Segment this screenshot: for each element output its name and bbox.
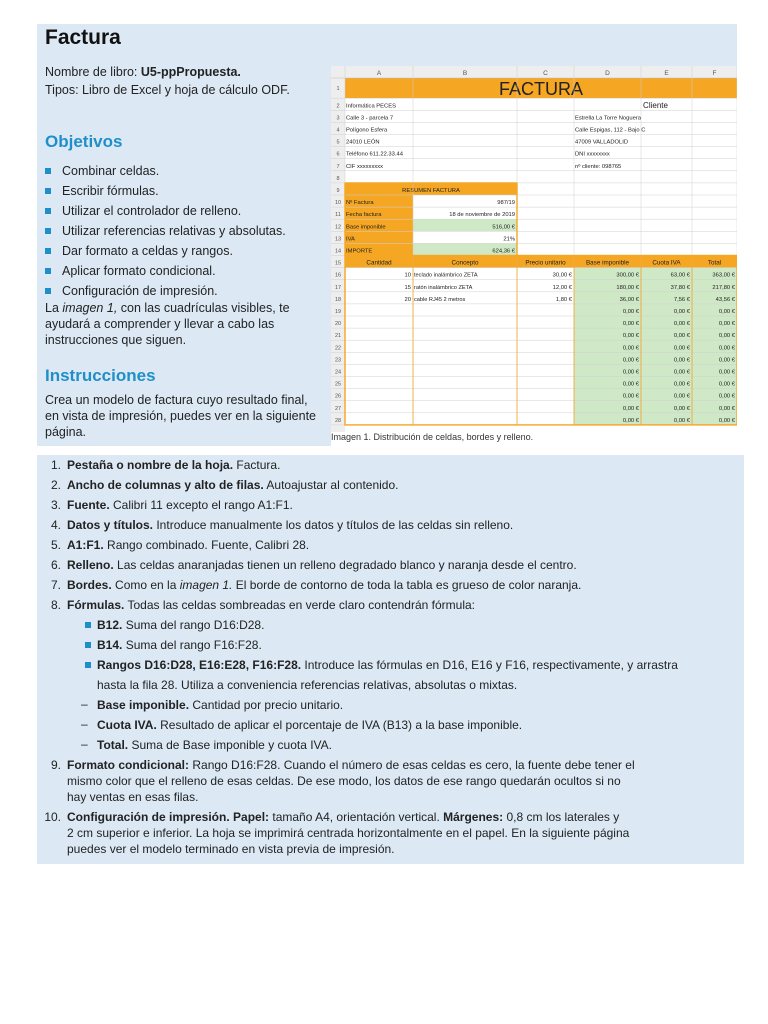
table-header: Total [707, 259, 722, 267]
formula-detail: hasta la fila 28. Utiliza a conveniencia referencias relativas, absolutas o mixtas. [97, 678, 518, 692]
column-header: F [712, 70, 717, 77]
zero-iva: 0,00 € [673, 405, 690, 412]
row-header: 18 [334, 296, 342, 303]
summary-value: 987/19 [497, 200, 515, 207]
subformula-term: Cuota IVA. [97, 718, 157, 732]
formula-item [97, 637, 737, 653]
instruction-term: Fuente. [67, 498, 110, 512]
instruction-detail: El borde de contorno de toda la tabla es grueso de color naranja. [232, 578, 582, 592]
formula-term: B12. [97, 618, 123, 632]
instruction-text [67, 557, 737, 573]
row-header: 12 [334, 224, 342, 231]
column-header: B [462, 70, 468, 77]
row-header: 10 [334, 200, 342, 207]
item-price: 30,00 € [552, 272, 572, 279]
company-info: Polígono Esfera [346, 127, 388, 134]
zero-base: 0,00 € [622, 345, 639, 352]
subformula-item [97, 737, 737, 753]
row-header: 5 [336, 139, 340, 146]
instruction-number: 3. [50, 498, 61, 512]
instruction-continuation [67, 825, 737, 841]
row-header: 21 [334, 333, 342, 340]
instruction-term: Fórmulas. [67, 598, 125, 612]
summary-value-cell [413, 231, 517, 243]
subformula-term: Total. [97, 738, 129, 752]
instruction-text [67, 457, 737, 473]
formula-term: Rangos D16:D28, E16:E28, F16:F28. [97, 658, 302, 672]
summary-value: 624,36 € [492, 248, 515, 255]
zero-total: 0,00 € [718, 369, 735, 376]
zero-base: 0,00 € [622, 369, 639, 376]
zero-total: 0,00 € [718, 357, 735, 364]
objectives-note: La imagen 1, con las cuadrículas visibles, te ayudará a comprender y llevar a cabo las instrucciones que siguen. [45, 301, 290, 347]
instruction-number: 6. [50, 558, 61, 572]
subformula-item [97, 717, 737, 733]
column-header: D [605, 70, 610, 77]
column-header: E [664, 70, 669, 77]
company-info: Calle 3 - parcela 7 [346, 115, 394, 122]
instruction-term: Configuración de impresión. Papel: [67, 810, 270, 824]
table-header: Concepto [451, 259, 479, 267]
row-header: 25 [334, 381, 342, 388]
list-item: Combinar celdas. [45, 161, 286, 181]
instruction-text [67, 809, 737, 825]
list-item: Utilizar referencias relativas y absolutas. [45, 221, 286, 241]
subformula-detail: Resultado de aplicar el porcentaje de IVA (B13) a la base imponible. [156, 718, 523, 732]
instruction-detail: Rango D16:F28. Cuando el número de esas celdas es cero, la fuente debe tener el [189, 758, 635, 772]
zero-base: 0,00 € [622, 321, 639, 328]
company-info: Teléfono 611.22.33.44 [346, 151, 403, 158]
formula-detail: Suma del rango F16:F28. [122, 638, 262, 652]
zero-total: 0,00 € [718, 345, 735, 352]
summary-value: 516,00 € [492, 224, 515, 231]
instruction-text [67, 757, 737, 773]
column-header: C [543, 70, 548, 77]
row-header: 23 [334, 357, 342, 364]
instruction-number: 7. [50, 578, 61, 592]
instruction-term: A1:F1. [67, 538, 104, 552]
subformula-item [97, 697, 737, 713]
row-header: 15 [334, 260, 342, 267]
row-header: 22 [334, 345, 342, 352]
image-caption: Imagen 1. Distribución de celdas, bordes y relleno. [331, 432, 534, 442]
item-total: 217,80 € [712, 284, 735, 291]
summary-label: Fecha factura [346, 212, 382, 219]
summary-label: IMPORTE [346, 248, 373, 255]
file-types: Tipos: Libro de Excel y hoja de cálculo ODF. [45, 83, 290, 97]
zero-total: 0,00 € [718, 333, 735, 340]
instruction-detail: Como en la [111, 578, 180, 592]
formula-detail: Suma del rango D16:D28. [122, 618, 265, 632]
zero-base: 0,00 € [622, 417, 639, 424]
row-header: 2 [336, 103, 340, 110]
spreadsheet-image [331, 66, 737, 446]
instruction-continuation [67, 841, 737, 857]
instruction-term: Bordes. [67, 578, 112, 592]
dash-bullet: – [81, 737, 88, 751]
objectives-heading: Objetivos [45, 132, 123, 151]
table-header: Precio unitario [525, 259, 566, 267]
formula-detail: Introduce las fórmulas en D16, E16 y F16, respectivamente, y arrastra [301, 658, 678, 672]
client-title: Cliente [643, 100, 668, 110]
instruction-term: Márgenes: [443, 810, 504, 824]
instruction-number: 5. [50, 538, 61, 552]
row-header: 27 [334, 405, 342, 412]
instruction-detail: Introduce manualmente los datos y títulos de las celdas sin relleno. [153, 518, 514, 532]
formula-term: B14. [97, 638, 123, 652]
instruction-number: 8. [50, 598, 61, 612]
list-item: Configuración de impresión. [45, 281, 286, 301]
bullet-square [85, 662, 91, 668]
row-header: 20 [334, 321, 342, 328]
instruction-detail: mismo color que el relleno de esas celdas. De ese modo, los datos de ese rango quedarán ocultos si no [67, 774, 621, 788]
item-qty: 10 [404, 272, 411, 279]
formula-item [97, 657, 737, 673]
instruction-term: Datos y títulos. [67, 518, 154, 532]
instruction-continuation [67, 773, 737, 789]
row-header: 16 [334, 272, 342, 279]
instruction-number: 1. [50, 458, 61, 472]
client-info: Estrella La Torre Noguera [575, 115, 641, 122]
row-header: 13 [334, 236, 342, 243]
instruction-continuation [67, 789, 737, 805]
zero-total: 0,00 € [718, 417, 735, 424]
dash-bullet: – [81, 717, 88, 731]
list-item: Aplicar formato condicional. [45, 261, 286, 281]
row-header: 19 [334, 309, 342, 315]
objectives-list [45, 161, 286, 301]
zero-base: 0,00 € [622, 393, 639, 400]
list-item: Escribir fórmulas. [45, 181, 286, 201]
client-info: Calle Espigas, 112 - Bajo C [575, 127, 646, 134]
formula-continuation [97, 677, 737, 693]
instruction-detail: Rango combinado. Fuente, Calibri 28. [103, 538, 310, 552]
book-label: Nombre de libro: [45, 65, 138, 79]
zero-total: 0,00 € [718, 405, 735, 412]
summary-label-cell [345, 231, 413, 243]
instruction-number: 2. [50, 478, 61, 492]
row-header: 7 [336, 163, 340, 170]
instruction-text [67, 537, 737, 553]
book-name: U5-ppPropuesta. [140, 65, 241, 79]
client-info: DNI xxxxxxxx [575, 151, 610, 158]
company-info: 24010 LEÓN [346, 139, 380, 146]
table-header: Cuota IVA [652, 259, 681, 267]
instruction-text [67, 597, 737, 613]
instructions-heading: Instrucciones [45, 366, 156, 385]
row-header: 14 [334, 248, 342, 255]
zero-total: 0,00 € [718, 321, 735, 328]
instruction-number: 10. [44, 810, 61, 824]
zero-base: 0,00 € [622, 333, 639, 340]
row-header: 6 [336, 151, 340, 158]
subformula-term: Base imponible. [97, 698, 190, 712]
formula-item [97, 617, 737, 633]
column-header-band [331, 66, 737, 78]
instruction-text [67, 497, 737, 513]
zero-iva: 0,00 € [673, 345, 690, 352]
instruction-emphasis: imagen 1. [179, 578, 233, 592]
dash-bullet: – [81, 697, 88, 711]
row-header: 11 [335, 212, 341, 219]
item-iva: 7,56 € [673, 296, 690, 303]
item-concept: teclado inalámbrico ZETA [414, 272, 478, 279]
zero-iva: 0,00 € [673, 369, 690, 376]
client-info: nº cliente: 098765 [575, 163, 622, 170]
zero-total: 0,00 € [718, 309, 735, 315]
zero-iva: 0,00 € [673, 417, 690, 424]
instruction-text [67, 477, 737, 493]
summary-label: Base imponible [346, 224, 386, 231]
row-header: 17 [334, 284, 342, 291]
page-title: Factura [45, 26, 121, 49]
subformula-detail: Suma de Base imponible y cuota IVA. [128, 738, 332, 752]
item-iva: 37,80 € [670, 284, 690, 291]
zero-total: 0,00 € [718, 381, 735, 388]
formula-range [574, 268, 737, 425]
instruction-detail: 2 cm superior e inferior. La hoja se imprimirá centrada horizontalmente en el papel. En la siguiente página [67, 826, 630, 840]
list-item: Utilizar el controlador de relleno. [45, 201, 286, 221]
item-total: 43,56 € [715, 296, 735, 303]
summary-value: 21% [503, 236, 515, 243]
column-header: A [376, 70, 382, 77]
zero-iva: 0,00 € [673, 309, 690, 315]
item-total: 363,00 € [712, 272, 735, 279]
spreadsheet-grid [331, 66, 737, 432]
instruction-detail: hay ventas en esas filas. [67, 790, 199, 804]
instruction-term: Pestaña o nombre de la hoja. [67, 458, 234, 472]
item-concept: ratón inalámbrico ZETA [414, 284, 473, 291]
zero-iva: 0,00 € [673, 393, 690, 400]
zero-base: 0,00 € [622, 357, 639, 364]
instruction-term: Relleno. [67, 558, 114, 572]
row-header: 8 [336, 175, 340, 182]
item-qty: 15 [404, 284, 411, 291]
item-base: 300,00 € [616, 272, 639, 279]
instruction-term: Ancho de columnas y alto de filas. [67, 478, 264, 492]
company-info: Informática PECES [346, 103, 396, 110]
item-price: 12,00 € [552, 284, 572, 291]
table-header: Cantidad [366, 259, 392, 267]
row-header: 3 [336, 115, 340, 122]
instruction-text [67, 577, 737, 593]
instructions-intro-text: Crea un modelo de factura cuyo resultado final, en vista de impresión, puedes ver en la siguiente página. [45, 393, 316, 439]
zero-base: 0,00 € [622, 381, 639, 388]
row-header: 26 [334, 393, 342, 400]
bullet-square [85, 642, 91, 648]
row-header: 28 [334, 417, 342, 424]
intro-panel [37, 24, 737, 446]
instruction-text [67, 517, 737, 533]
zero-iva: 0,00 € [673, 333, 690, 340]
item-concept: cable RJ45 2 metros [414, 296, 466, 303]
summary-title: RESUMEN FACTURA [402, 188, 460, 194]
instruction-number: 9. [50, 758, 61, 772]
instruction-detail: Las celdas anaranjadas tienen un relleno degradado blanco y naranja desde el centro. [113, 558, 577, 572]
zero-base: 0,00 € [622, 405, 639, 412]
zero-base: 0,00 € [622, 309, 639, 315]
instruction-detail: puedes ver el modelo terminado en vista previa de impresión. [67, 842, 395, 856]
table-header: Base imponible [585, 259, 630, 267]
row-header: 9 [336, 188, 340, 194]
instruction-number: 4. [50, 518, 61, 532]
instruction-detail: tamaño A4, orientación vertical. [269, 810, 444, 824]
item-base: 36,00 € [619, 296, 639, 303]
zero-iva: 0,00 € [673, 321, 690, 328]
list-item: Dar formato a celdas y rangos. [45, 241, 286, 261]
book-name-line [45, 64, 322, 80]
sheet-title: FACTURA [498, 79, 584, 99]
zero-total: 0,00 € [718, 393, 735, 400]
zero-iva: 0,00 € [673, 357, 690, 364]
row-header: 24 [334, 369, 342, 376]
subformula-detail: Cantidad por precio unitario. [189, 698, 344, 712]
instruction-detail: Calibri 11 excepto el rango A1:F1. [109, 498, 293, 512]
bullet-square [85, 622, 91, 628]
item-price: 1,80 € [555, 296, 572, 303]
row-header: 4 [336, 127, 340, 134]
instruction-detail: Factura. [233, 458, 281, 472]
client-info: 47009 VALLADOLID [575, 139, 629, 146]
item-base: 180,00 € [616, 284, 639, 291]
item-iva: 63,00 € [670, 272, 690, 279]
summary-label: Nº Factura [346, 200, 374, 207]
zero-iva: 0,00 € [673, 381, 690, 388]
summary-label: IVA [346, 236, 355, 243]
company-info: CIF xxxxxxxxx [346, 163, 384, 170]
instruction-detail: Todas las celdas sombreadas en verde claro contendrán fórmula: [124, 598, 476, 612]
item-qty: 20 [404, 296, 411, 303]
summary-value: 18 de noviembre de 2019 [449, 212, 515, 219]
instruction-detail: 0,8 cm los laterales y [503, 810, 620, 824]
instructions-panel [37, 455, 744, 864]
row-header: 1 [336, 86, 340, 93]
instruction-term: Formato condicional: [67, 758, 190, 772]
instruction-detail: Autoajustar al contenido. [263, 478, 399, 492]
